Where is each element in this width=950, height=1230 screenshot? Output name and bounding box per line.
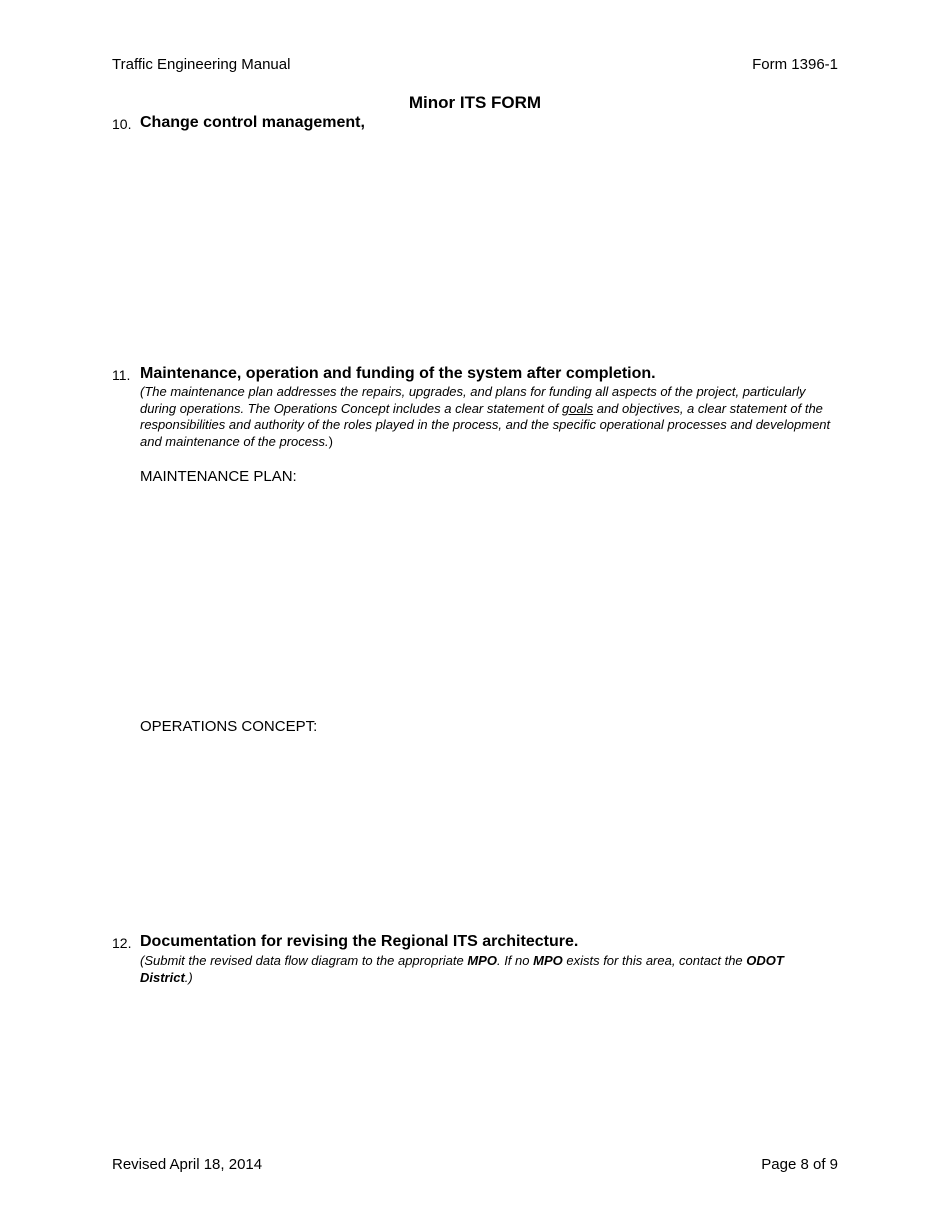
item-12-title: Documentation for revising the Regional ITS architecture. <box>140 933 579 950</box>
footer-revised-date: Revised April 18, 2014 <box>112 1156 263 1173</box>
item-11-note-text-1: (The maintenance plan addresses the repairs, upgrades, and plans for funding all aspects of the project, particularly during operations. The Operations Concept includes a clear statement of <box>140 384 806 416</box>
item-12-note-text-3: exists for this area, contact the <box>562 953 747 968</box>
item-10-title: Change control management, <box>140 114 365 131</box>
item-12-note-odot-district: ODOT District <box>140 953 784 985</box>
header-form-number: Form 1396-1 <box>752 56 838 73</box>
item-11-note-close: ) <box>328 433 333 449</box>
item-12-note-mpo-1: MPO <box>467 953 497 968</box>
item-12-note-text-4: .) <box>184 969 193 985</box>
header-manual-title: Traffic Engineering Manual <box>112 56 291 73</box>
item-11-note-goals: goals <box>562 400 594 416</box>
item-11-note <box>140 384 840 450</box>
footer-page-number: Page 8 of 9 <box>761 1156 838 1173</box>
item-12-note-mpo-2: MPO <box>533 953 563 968</box>
item-11-number: 11. <box>112 367 131 383</box>
item-11-title: Maintenance, operation and funding of the system after completion. <box>140 365 656 382</box>
item-12-note-text-1: (Submit the revised data flow diagram to the appropriate <box>140 953 468 968</box>
item-12-number: 12. <box>112 935 132 951</box>
item-10-number: 10. <box>112 116 132 132</box>
operations-concept-label: OPERATIONS CONCEPT: <box>140 718 318 735</box>
maintenance-plan-label: MAINTENANCE PLAN: <box>140 468 297 485</box>
item-12-note <box>140 953 840 986</box>
item-12-note-text-2: . If no <box>496 953 534 968</box>
item-11-note-text-2: and objectives, a clear statement of the responsibilities and authority of the roles played in the process, and the specific operational processes and development and maintenance of the process. <box>140 400 831 449</box>
page-title: Minor ITS FORM <box>408 93 542 112</box>
